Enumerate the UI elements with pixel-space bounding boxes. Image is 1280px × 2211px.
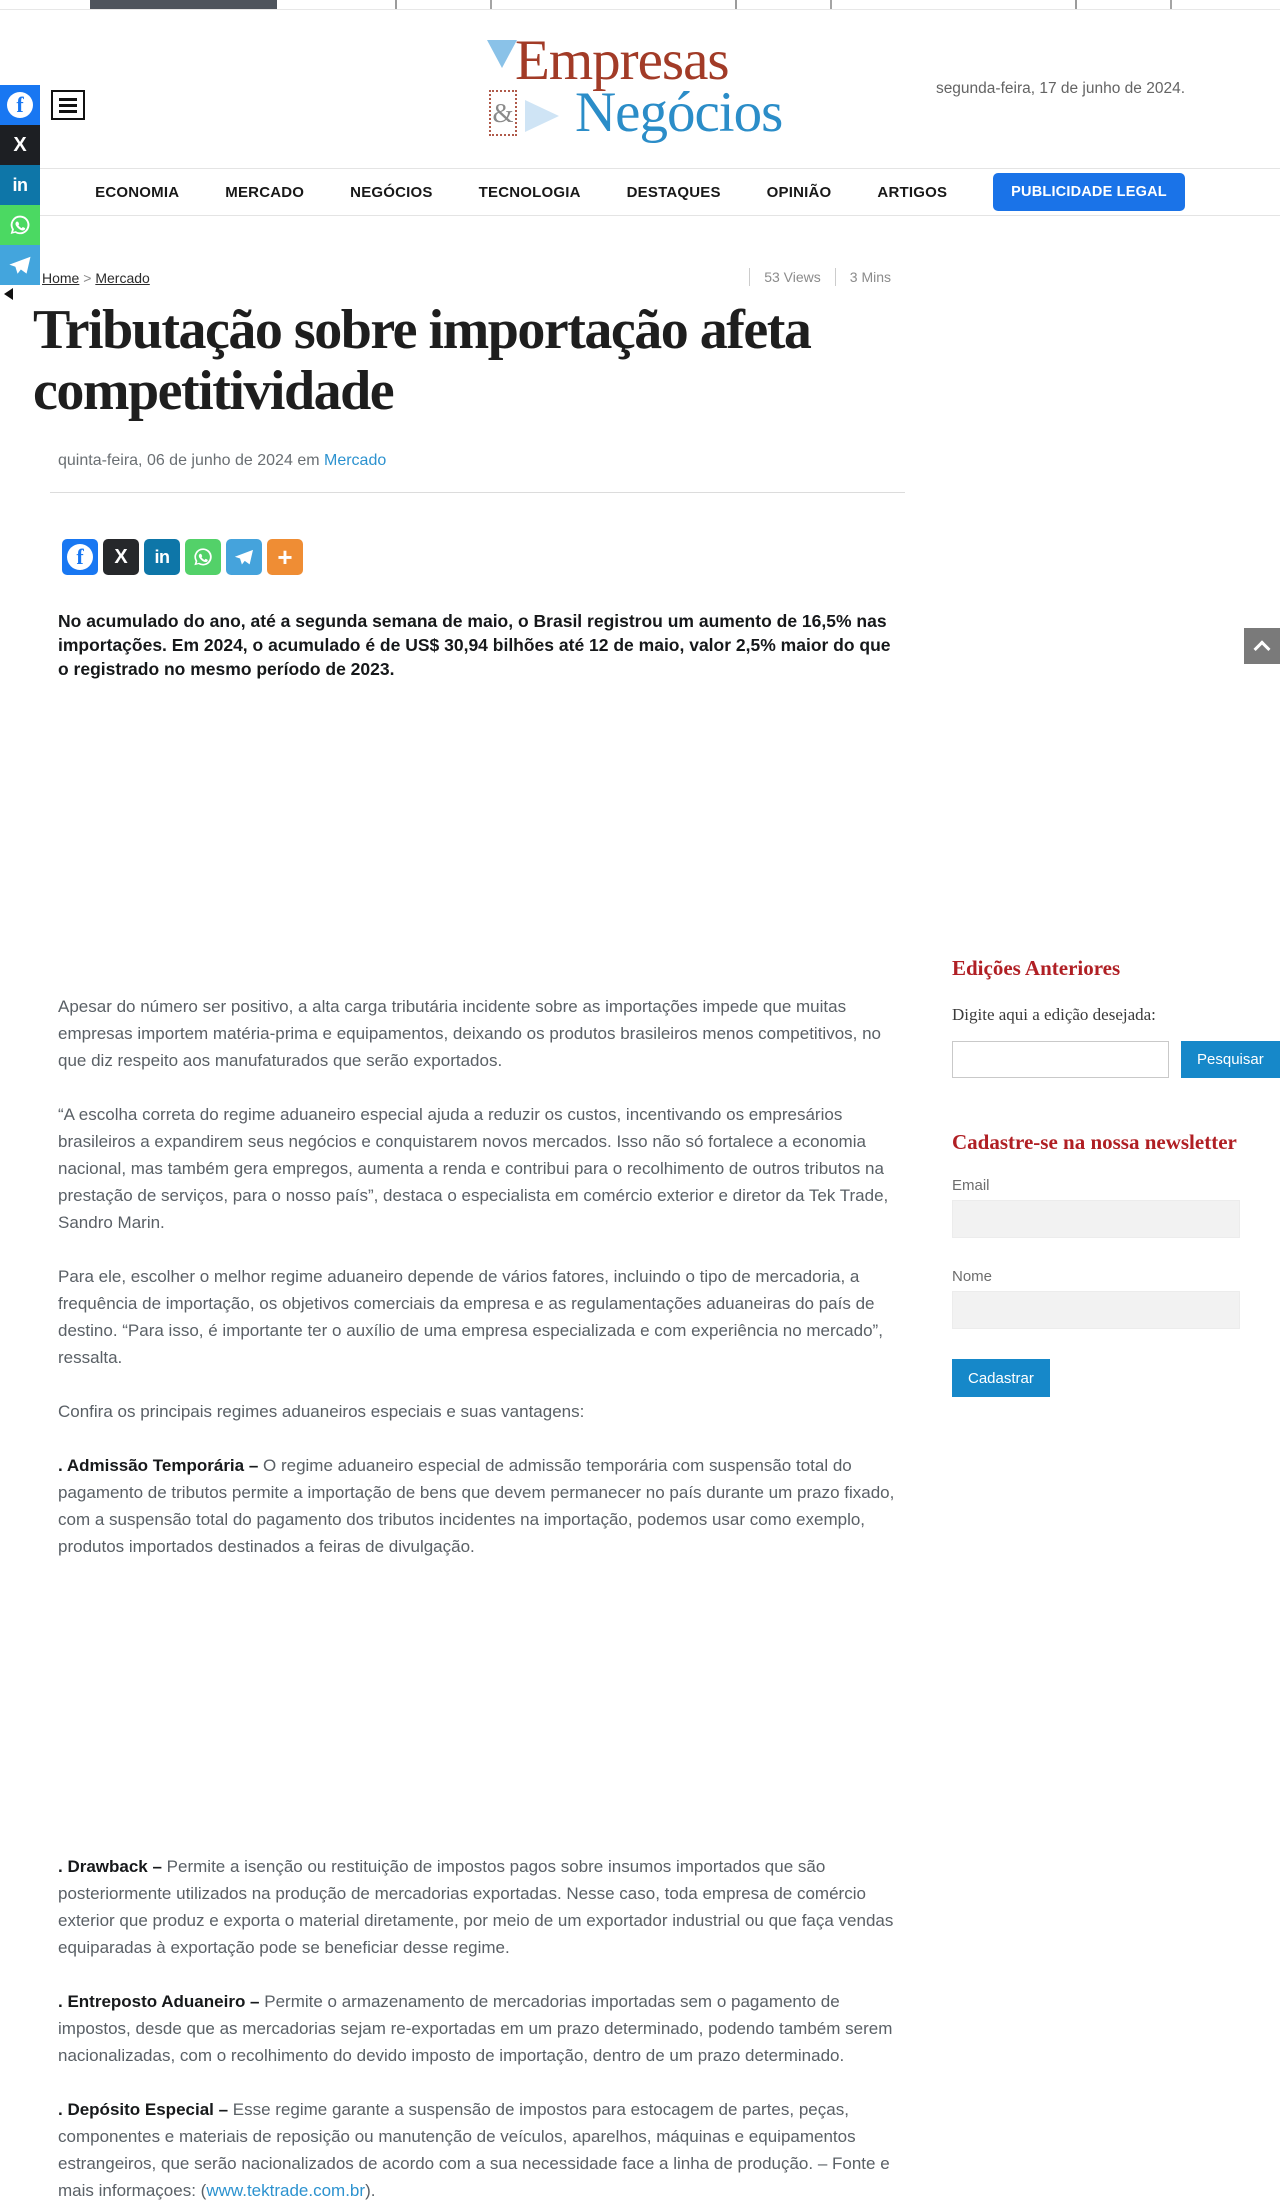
nav-item-destaques[interactable]: DESTAQUES: [626, 183, 721, 201]
paragraph-lead: . Depósito Especial –: [58, 2100, 233, 2119]
x-share-icon[interactable]: [103, 539, 139, 575]
chevron-up-icon: [1254, 640, 1271, 657]
x-icon[interactable]: [0, 125, 40, 165]
nav-item-economia[interactable]: ECONOMIA: [95, 183, 180, 201]
logo-triangle-down-icon: [487, 40, 517, 68]
logo-word-empresas: Empresas: [515, 29, 729, 92]
nav-item-mercado[interactable]: MERCADO: [225, 183, 305, 201]
breadcrumb-home-link[interactable]: Home: [42, 270, 80, 286]
tektrade-link[interactable]: www.tektrade.com.br: [206, 2181, 366, 2200]
facebook-glyph: f: [7, 92, 33, 118]
news-ticker: [0, 0, 1280, 10]
current-date: segunda-feira, 17 de junho de 2024.: [935, 80, 1185, 97]
facebook-glyph: f: [67, 544, 93, 570]
telegram-share-icon[interactable]: [226, 539, 262, 575]
publicidade-legal-button[interactable]: PUBLICIDADE LEGAL: [993, 173, 1185, 211]
article-intro: No acumulado do ano, até a segunda semana de maio, o Brasil registrou um aumento de 16,5% nas importações. Em 2024, o acumulado é de US$ 30,94 bilhões até 12 de maio, valor 2,5% maior do que o registrado no mesmo período de 2023.: [58, 611, 891, 679]
paragraph-lead: . Admissão Temporária –: [58, 1456, 264, 1475]
pesquisar-button[interactable]: Pesquisar: [1181, 1041, 1280, 1078]
whatsapp-share-icon[interactable]: [185, 539, 221, 575]
divider: [50, 492, 905, 493]
breadcrumb-separator: >: [83, 270, 92, 286]
facebook-icon[interactable]: [0, 85, 40, 125]
whatsapp-icon[interactable]: [0, 205, 40, 245]
site-logo[interactable]: [487, 28, 807, 158]
logo-triangle-right-icon: [525, 100, 559, 132]
linkedin-glyph: in: [12, 174, 28, 195]
edition-search-row: [952, 1041, 1264, 1078]
read-time: 3 Mins: [835, 268, 905, 286]
breadcrumb: [42, 270, 150, 286]
nome-field[interactable]: [952, 1291, 1240, 1329]
plus-glyph: +: [277, 541, 293, 572]
nome-label: Nome: [952, 1268, 993, 1285]
edition-search-input[interactable]: [952, 1041, 1169, 1078]
paragraph-lead: . Drawback –: [58, 1857, 167, 1876]
telegram-icon[interactable]: [0, 245, 40, 285]
ad-placeholder: [58, 1587, 905, 1853]
telegram-glyph-icon: [232, 545, 256, 569]
breadcrumb-category-link[interactable]: Mercado: [95, 270, 150, 286]
article-title: Tributação sobre importação afeta competitividade: [33, 299, 811, 422]
article-paragraph: . Depósito Especial – Esse regime garante a suspensão de impostos para estocagem de partes, peças, componentes e materiais de reposição ou manutenção de veículos, aparelhos, máquinas e equipamentos estrangeiros, que serão nacionalizados de acordo com a sua necessidade face a linha de produção. – Fonte e mais informaçoes: (www.tektrade.com.br).: [58, 2100, 890, 2200]
floating-share-bar: [0, 85, 40, 285]
ad-placeholder: [58, 681, 905, 993]
x-glyph: X: [13, 133, 27, 156]
linkedin-icon[interactable]: [0, 165, 40, 205]
previous-editions-title: Edições Anteriores: [952, 956, 1121, 980]
x-glyph: X: [114, 545, 128, 568]
site-header: [0, 10, 1280, 168]
ticker-clipped-text: [277, 0, 1277, 10]
telegram-glyph-icon: [6, 251, 34, 279]
main-nav: [0, 168, 1280, 216]
logo-ampersand: &: [489, 90, 517, 136]
article-category-link[interactable]: Mercado: [324, 452, 387, 469]
article-paragraph: Para ele, escolher o melhor regime aduaneiro depende de vários fatores, incluindo o tipo de mercadoria, a frequência de importação, os objetivos comerciais da empresa e as regulamentações aduaneiras do país de destino. “Para isso, é importante ter o auxílio de uma empresa especializada e com experiência no mercado”, ressalta.: [58, 1267, 883, 1367]
article-paragraph: Apesar do número ser positivo, a alta carga tributária incidente sobre as importações impede que muitas empresas importem matéria-prima e equipamentos, deixando os produtos brasileiros menos competitivos, no que diz respeito aos manufaturados que serão exportados.: [58, 997, 881, 1070]
article-date-line: [58, 452, 905, 470]
facebook-share-icon[interactable]: [62, 539, 98, 575]
article-column: [0, 268, 905, 2204]
email-field[interactable]: [952, 1200, 1240, 1238]
nav-item-artigos[interactable]: ARTIGOS: [877, 183, 948, 201]
views-count: 53 Views: [749, 268, 835, 286]
newsletter-title: Cadastre-se na nossa newsletter: [952, 1130, 1237, 1154]
hide-share-bar-icon[interactable]: [4, 288, 13, 300]
share-buttons: [62, 539, 905, 575]
article-date: quinta-feira, 06 de junho de 2024: [58, 452, 293, 469]
linkedin-share-icon[interactable]: [144, 539, 180, 575]
whatsapp-glyph-icon: [7, 212, 33, 238]
nav-item-negocios[interactable]: NEGÓCIOS: [350, 183, 433, 201]
article-paragraph: Confira os principais regimes aduaneiros especiais e suas vantagens:: [58, 1402, 585, 1421]
whatsapp-glyph-icon: [191, 545, 215, 569]
article-paragraph: . Drawback – Permite a isenção ou restituição de impostos pagos sobre insumos importados que são posteriormente utilizados na produção de mercadorias exportadas. Nesse caso, toda empresa de comércio exterior que produz e exporta o material diretamente, por meio de um exportador industrial ou que faça vendas equiparadas à exportação pode se beneficiar desse regime.: [58, 1857, 894, 1957]
nav-item-tecnologia[interactable]: TECNOLOGIA: [478, 183, 581, 201]
article-paragraph: . Entreposto Aduaneiro – Permite o armazenamento de mercadorias importadas sem o pagamento de impostos, desde que as mercadorias sejam re-exportadas em um prazo determinado, podendo também serem nacionalizadas, com o recolhimento do devido imposto de importação, dentro de um prazo determinado.: [58, 1992, 893, 2065]
menu-icon[interactable]: [51, 90, 85, 120]
article-stats: [749, 268, 905, 286]
logo-word-negocios: Negócios: [575, 81, 783, 144]
article-paragraph: . Admissão Temporária – O regime aduaneiro especial de admissão temporária com suspensão total do pagamento de tributos permite a importação de bens que devem permanecer no país durante um prazo fixado, com a suspensão total do pagamento dos tributos incidentes na importação, podemos usar como exemplo, produtos importados destinados a feiras de divulgação.: [58, 1456, 895, 1556]
article-date-connector: em: [297, 452, 320, 469]
ticker-label-box: [90, 0, 277, 10]
paragraph-lead: . Entreposto Aduaneiro –: [58, 1992, 265, 2011]
breadcrumb-row: [42, 268, 905, 286]
cadastrar-button[interactable]: Cadastrar: [952, 1359, 1050, 1397]
content-area: [0, 268, 1280, 2204]
back-to-top-button[interactable]: [1244, 628, 1280, 664]
previous-editions-hint: Digite aqui a edição desejada:: [952, 1005, 1156, 1024]
nav-item-opiniao[interactable]: OPINIÃO: [766, 183, 832, 201]
email-label: Email: [952, 1177, 990, 1194]
article-paragraph: “A escolha correta do regime aduaneiro especial ajuda a reduzir os custos, incentivando os empresários brasileiros a expandirem seus negócios e conquistarem novos mercados. Isso não só fortalece a economia nacional, mas também gera empregos, aumenta a renda e contribui para o recolhimento de outros tributos na prestação de serviços, para o nosso país”, destaca o especialista em comércio exterior e diretor da Tek Trade, Sandro Marin.: [58, 1105, 889, 1232]
linkedin-glyph: in: [154, 546, 170, 567]
more-share-icon[interactable]: [267, 539, 303, 575]
sidebar: [952, 956, 1264, 1397]
